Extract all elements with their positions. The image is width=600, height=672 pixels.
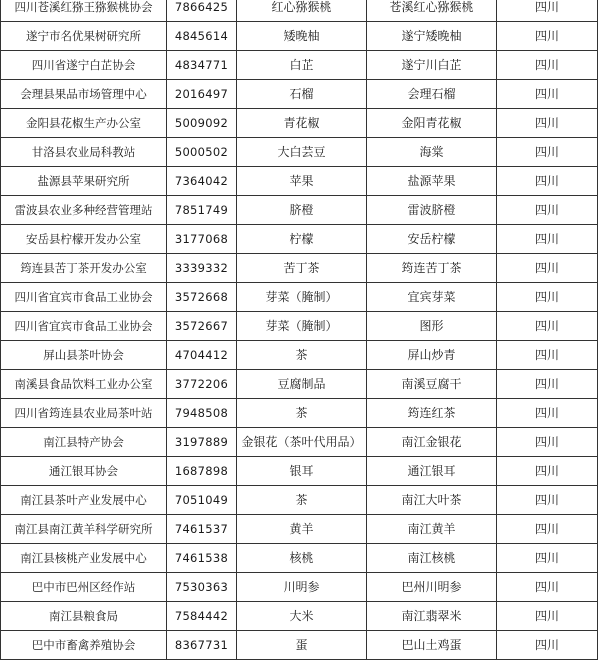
product-cell: 红心猕猴桃 bbox=[237, 0, 367, 22]
applicant-cell: 南江县特产协会 bbox=[1, 428, 167, 457]
applicant-cell: 四川省宜宾市食品工业协会 bbox=[1, 283, 167, 312]
applicant-cell: 通江银耳协会 bbox=[1, 457, 167, 486]
region-cell: 四川 bbox=[497, 254, 598, 283]
registration-number-cell: 7584442 bbox=[167, 602, 237, 631]
registration-number-cell: 5000502 bbox=[167, 138, 237, 167]
table-row bbox=[1, 573, 598, 602]
region-cell: 四川 bbox=[497, 515, 598, 544]
registration-number-cell: 7461538 bbox=[167, 544, 237, 573]
region-cell: 四川 bbox=[497, 138, 598, 167]
region-cell: 四川 bbox=[497, 225, 598, 254]
trademark-name-cell: 巴州川明参 bbox=[367, 573, 497, 602]
registration-number-cell: 3572668 bbox=[167, 283, 237, 312]
applicant-cell: 会理县果品市场管理中心 bbox=[1, 80, 167, 109]
applicant-cell: 巴中市巴州区经作站 bbox=[1, 573, 167, 602]
product-cell: 矮晚柚 bbox=[237, 22, 367, 51]
trademark-name-cell: 南江核桃 bbox=[367, 544, 497, 573]
product-cell: 茶 bbox=[237, 486, 367, 515]
region-cell: 四川 bbox=[497, 486, 598, 515]
registration-number-cell: 4834771 bbox=[167, 51, 237, 80]
table-row bbox=[1, 486, 598, 515]
region-cell: 四川 bbox=[497, 341, 598, 370]
table-row bbox=[1, 370, 598, 399]
trademark-name-cell: 宜宾芽菜 bbox=[367, 283, 497, 312]
product-cell: 核桃 bbox=[237, 544, 367, 573]
product-cell: 茶 bbox=[237, 341, 367, 370]
region-cell: 四川 bbox=[497, 167, 598, 196]
table-row bbox=[1, 283, 598, 312]
region-cell: 四川 bbox=[497, 196, 598, 225]
applicant-cell: 四川省遂宁白芷协会 bbox=[1, 51, 167, 80]
region-cell: 四川 bbox=[497, 544, 598, 573]
registration-number-cell: 7948508 bbox=[167, 399, 237, 428]
table-row bbox=[1, 109, 598, 138]
trademark-name-cell: 盐源苹果 bbox=[367, 167, 497, 196]
applicant-cell: 四川省筠连县农业局茶叶站 bbox=[1, 399, 167, 428]
registration-number-cell: 7364042 bbox=[167, 167, 237, 196]
trademark-name-cell: 会理石榴 bbox=[367, 80, 497, 109]
table-row bbox=[1, 341, 598, 370]
applicant-cell: 雷波县农业多种经营管理站 bbox=[1, 196, 167, 225]
product-cell: 柠檬 bbox=[237, 225, 367, 254]
region-cell: 四川 bbox=[497, 573, 598, 602]
table-row bbox=[1, 602, 598, 631]
registration-number-cell: 3572667 bbox=[167, 312, 237, 341]
registration-number-cell: 7051049 bbox=[167, 486, 237, 515]
registration-number-cell: 4845614 bbox=[167, 22, 237, 51]
product-cell: 金银花（茶叶代用品） bbox=[237, 428, 367, 457]
applicant-cell: 安岳县柠檬开发办公室 bbox=[1, 225, 167, 254]
product-cell: 茶 bbox=[237, 399, 367, 428]
table-row bbox=[1, 254, 598, 283]
trademark-name-cell: 南江翡翠米 bbox=[367, 602, 497, 631]
registration-number-cell: 7851749 bbox=[167, 196, 237, 225]
registration-number-cell: 7530363 bbox=[167, 573, 237, 602]
table-row bbox=[1, 51, 598, 80]
applicant-cell: 金阳县花椒生产办公室 bbox=[1, 109, 167, 138]
table-row bbox=[1, 167, 598, 196]
trademark-name-cell: 通江银耳 bbox=[367, 457, 497, 486]
applicant-cell: 南江县核桃产业发展中心 bbox=[1, 544, 167, 573]
product-cell: 豆腐制品 bbox=[237, 370, 367, 399]
registration-number-cell: 1687898 bbox=[167, 457, 237, 486]
region-cell: 四川 bbox=[497, 283, 598, 312]
trademark-name-cell: 南江黄羊 bbox=[367, 515, 497, 544]
table-row bbox=[1, 225, 598, 254]
table-row bbox=[1, 312, 598, 341]
product-cell: 蛋 bbox=[237, 631, 367, 660]
product-cell: 黄羊 bbox=[237, 515, 367, 544]
table-row bbox=[1, 457, 598, 486]
table-row bbox=[1, 428, 598, 457]
region-cell: 四川 bbox=[497, 457, 598, 486]
table-row bbox=[1, 80, 598, 109]
table-row bbox=[1, 515, 598, 544]
trademark-name-cell: 筠连红茶 bbox=[367, 399, 497, 428]
trademark-name-cell: 遂宁川白芷 bbox=[367, 51, 497, 80]
region-cell: 四川 bbox=[497, 0, 598, 22]
trademark-name-cell: 南江大叶茶 bbox=[367, 486, 497, 515]
registration-number-cell: 3177068 bbox=[167, 225, 237, 254]
applicant-cell: 四川苍溪红猕王猕猴桃协会 bbox=[1, 0, 167, 22]
trademark-name-cell: 图形 bbox=[367, 312, 497, 341]
registration-number-cell: 2016497 bbox=[167, 80, 237, 109]
product-cell: 脐橙 bbox=[237, 196, 367, 225]
trademark-name-cell: 安岳柠檬 bbox=[367, 225, 497, 254]
product-cell: 苦丁茶 bbox=[237, 254, 367, 283]
registration-number-cell: 3339332 bbox=[167, 254, 237, 283]
registration-number-cell: 3772206 bbox=[167, 370, 237, 399]
product-cell: 石榴 bbox=[237, 80, 367, 109]
table-row bbox=[1, 631, 598, 660]
trademark-name-cell: 遂宁矮晚柚 bbox=[367, 22, 497, 51]
table-row bbox=[1, 22, 598, 51]
product-cell: 白芷 bbox=[237, 51, 367, 80]
product-cell: 大白芸豆 bbox=[237, 138, 367, 167]
region-cell: 四川 bbox=[497, 399, 598, 428]
region-cell: 四川 bbox=[497, 631, 598, 660]
table-row bbox=[1, 399, 598, 428]
applicant-cell: 盐源县苹果研究所 bbox=[1, 167, 167, 196]
registration-number-cell: 8367731 bbox=[167, 631, 237, 660]
product-cell: 青花椒 bbox=[237, 109, 367, 138]
table-row bbox=[1, 138, 598, 167]
registration-number-cell: 3197889 bbox=[167, 428, 237, 457]
applicant-cell: 南江县粮食局 bbox=[1, 602, 167, 631]
applicant-cell: 巴中市畜禽养殖协会 bbox=[1, 631, 167, 660]
trademark-name-cell: 筠连苦丁茶 bbox=[367, 254, 497, 283]
trademark-name-cell: 屏山炒青 bbox=[367, 341, 497, 370]
table-row bbox=[1, 544, 598, 573]
registration-number-cell: 7866425 bbox=[167, 0, 237, 22]
region-cell: 四川 bbox=[497, 22, 598, 51]
trademark-name-cell: 金阳青花椒 bbox=[367, 109, 497, 138]
region-cell: 四川 bbox=[497, 428, 598, 457]
region-cell: 四川 bbox=[497, 602, 598, 631]
applicant-cell: 南江县茶叶产业发展中心 bbox=[1, 486, 167, 515]
trademark-name-cell: 南江金银花 bbox=[367, 428, 497, 457]
trademark-name-cell: 雷波脐橙 bbox=[367, 196, 497, 225]
region-cell: 四川 bbox=[497, 370, 598, 399]
applicant-cell: 南溪县食品饮料工业办公室 bbox=[1, 370, 167, 399]
product-cell: 芽菜（腌制） bbox=[237, 312, 367, 341]
trademark-name-cell: 巴山土鸡蛋 bbox=[367, 631, 497, 660]
product-cell: 芽菜（腌制） bbox=[237, 283, 367, 312]
table-row bbox=[1, 196, 598, 225]
region-cell: 四川 bbox=[497, 109, 598, 138]
applicant-cell: 遂宁市名优果树研究所 bbox=[1, 22, 167, 51]
applicant-cell: 筠连县苦丁茶开发办公室 bbox=[1, 254, 167, 283]
region-cell: 四川 bbox=[497, 312, 598, 341]
product-cell: 银耳 bbox=[237, 457, 367, 486]
table-body bbox=[1, 0, 598, 660]
table-row bbox=[1, 0, 598, 22]
region-cell: 四川 bbox=[497, 51, 598, 80]
applicant-cell: 甘洛县农业局科教站 bbox=[1, 138, 167, 167]
product-cell: 川明参 bbox=[237, 573, 367, 602]
registration-number-cell: 4704412 bbox=[167, 341, 237, 370]
registration-number-cell: 7461537 bbox=[167, 515, 237, 544]
trademark-name-cell: 苍溪红心猕猴桃 bbox=[367, 0, 497, 22]
registration-number-cell: 5009092 bbox=[167, 109, 237, 138]
applicant-cell: 南江县南江黄羊科学研究所 bbox=[1, 515, 167, 544]
applicant-cell: 四川省宜宾市食品工业协会 bbox=[1, 312, 167, 341]
region-cell: 四川 bbox=[497, 80, 598, 109]
trademark-name-cell: 南溪豆腐干 bbox=[367, 370, 497, 399]
applicant-cell: 屏山县茶叶协会 bbox=[1, 341, 167, 370]
product-cell: 大米 bbox=[237, 602, 367, 631]
product-cell: 苹果 bbox=[237, 167, 367, 196]
trademark-name-cell: 海棠 bbox=[367, 138, 497, 167]
